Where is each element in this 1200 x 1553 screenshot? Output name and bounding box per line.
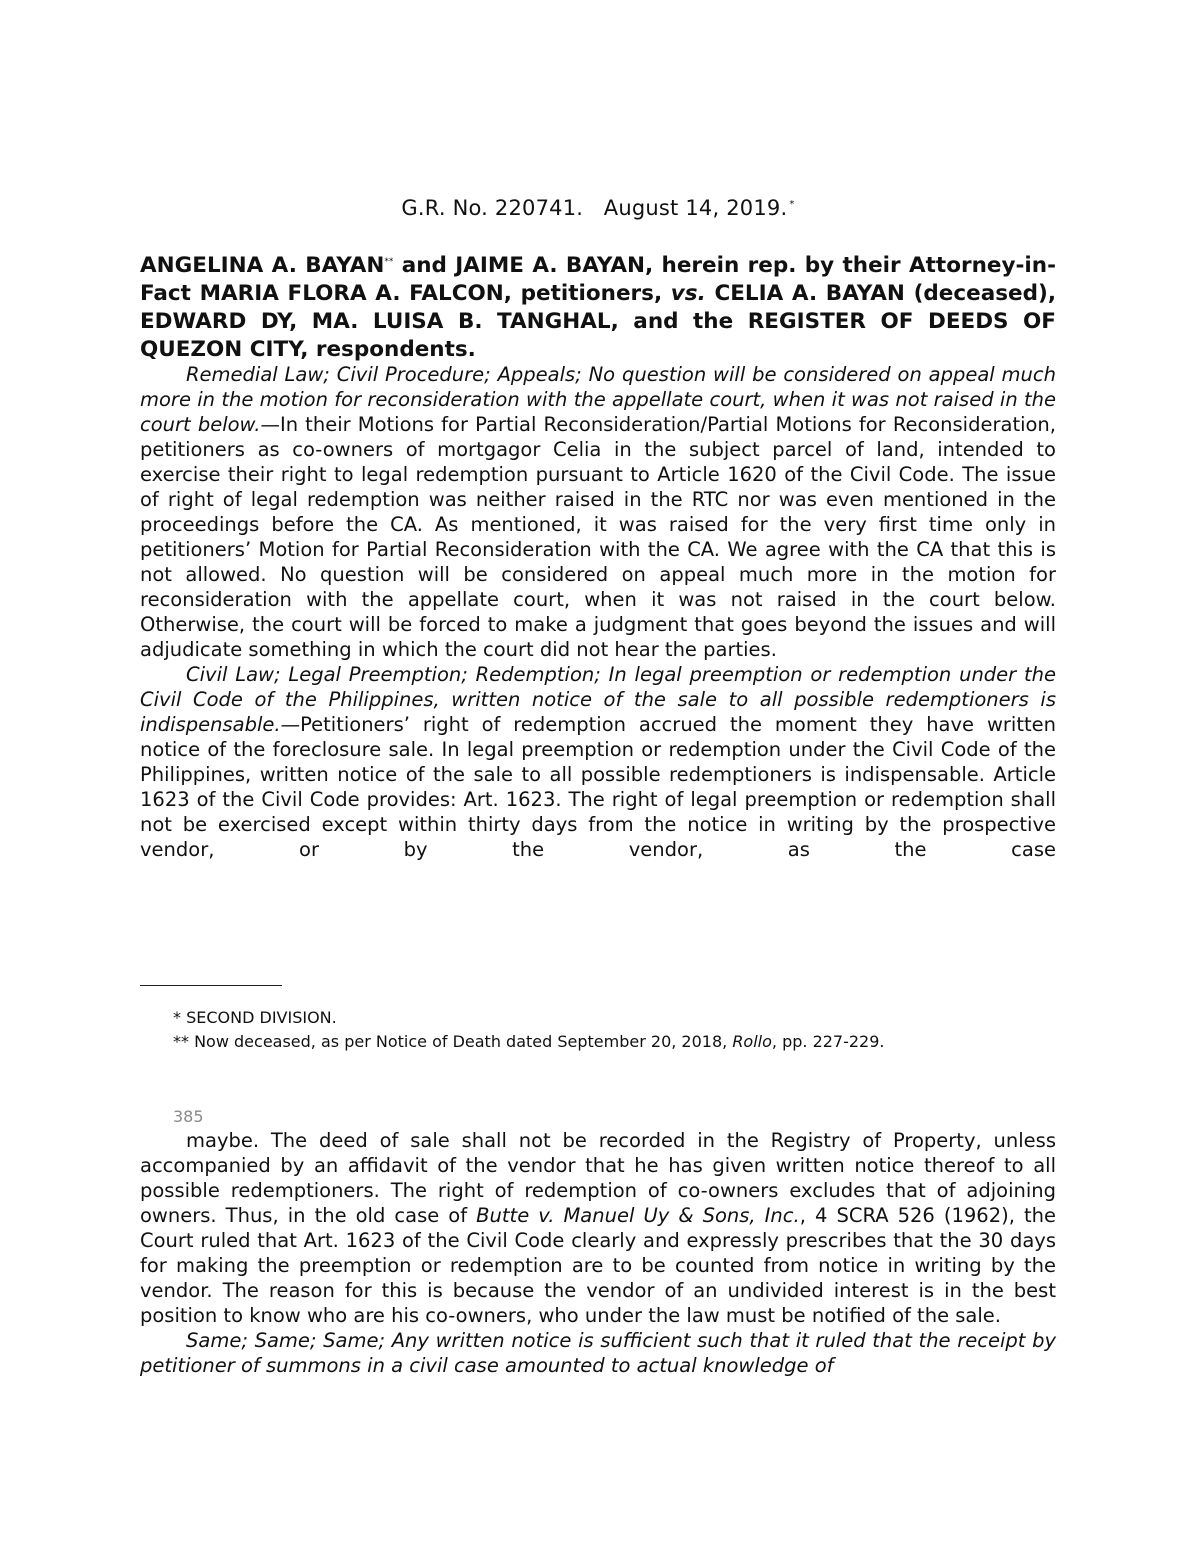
footnote-divider xyxy=(140,985,282,986)
decision-date: August 14, 2019. xyxy=(603,196,788,220)
syllabus-paragraph xyxy=(140,662,1056,887)
continuation-text: maybe. The deed of sale shall not be recorded in the Registry of Property, unless accompanied by an affidavit of the vendor that he has given written notice thereof to all possible redemptioners. The right of redemption of co-owners excludes that of adjoining owners. Thus, in the old case of xyxy=(140,1129,1056,1227)
versus-label: vs. xyxy=(670,281,706,306)
gr-number: G.R. No. 220741. xyxy=(401,196,584,220)
parties-text: and JAIME A. BAYAN, herein rep. by their Attorney-in-Fact MARIA FLORA A. FALCON, petitioners, xyxy=(140,253,1056,306)
footnote: * SECOND DIVISION. xyxy=(173,1008,337,1027)
syllabus-topic: Civil Law; Legal Preemption; Redemption; In legal preemption or redemption under the Civil Code of the Philippines, written notice of the sale to all possible redemptioners is indispensable. xyxy=(140,663,1056,736)
syllabus-paragraph xyxy=(140,1328,1056,1378)
continuation-text: , 4 SCRA 526 (1962), the Court ruled that Art. 1623 of the Civil Code clearly and expressly prescribes that the 30 days for making the preemption or redemption are to be counted from notice in writing by the vendor. The reason for this is because the vendor of an undivided interest is in the best position to know who are his co-owners, who under the law must be notified of the sale. xyxy=(140,1204,1056,1327)
page-number: 385 xyxy=(173,1107,204,1126)
case-citation: Butte v. Manuel Uy & Sons, Inc. xyxy=(476,1204,800,1227)
footnote-citation: Rollo xyxy=(732,1032,772,1051)
footnote-text: ** Now deceased, as per Notice of Death dated September 20, 2018, xyxy=(173,1032,733,1051)
footnote-marker: ** xyxy=(384,256,394,267)
continuation-paragraph xyxy=(140,1128,1056,1328)
petitioner-name: ANGELINA A. BAYAN xyxy=(140,253,385,278)
footnote-text: , pp. 227-229. xyxy=(771,1032,885,1051)
syllabus-text: —In their Motions for Partial Reconsideration/Partial Motions for Reconsideration, petitioners as co-owners of mortgagor Celia in the subject parcel of land, intended to exercise their right to legal redemption pursuant to Article 1620 of the Civil Code. The issue of right of legal redemption was neither raised in the RTC nor was even mentioned in the proceedings before the CA. As mentioned, it was raised for the very first time only in petitioners’ Motion for Partial Reconsideration with the CA. We agree with the CA that this is not allowed. No question will be considered on appeal much more in the motion for reconsideration with the appellate court, when it was not raised in the court below. Otherwise, the court will be forced to make a judgment that goes beyond the issues and will adjudicate something in which the court did not hear the parties. xyxy=(140,413,1056,661)
syllabus-block xyxy=(140,362,1056,887)
footnote-marker: * xyxy=(789,199,795,210)
syllabus-topic: Remedial Law; Civil Procedure; Appeals; No question will be considered on appeal much more in the motion for reconsideration with the appellate court, when it was not raised in the court below. xyxy=(140,363,1056,436)
syllabus-topic: Same; Same; Same; Any written notice is sufficient such that it ruled that the receipt by petitioner of summons in a civil case amounted to actual knowledge of xyxy=(140,1329,1056,1377)
parties-text: CELIA A. BAYAN (deceased), EDWARD DY, MA. LUISA B. TANGHAL, and the REGISTER OF DEEDS OF QUEZON CITY, respondents. xyxy=(140,281,1056,362)
syllabus-text: —Petitioners’ right of redemption accrued the moment they have written notice of the foreclosure sale. In legal preemption or redemption under the Civil Code of the Philippines, written notice of the sale to all possible redemptioners is indispensable. Article 1623 of the Civil Code provides: Art. 1623. The right of legal preemption or redemption shall not be exercised except within thirty days from the notice in writing by the prospective vendor, or by the vendor, as the case xyxy=(140,713,1056,861)
case-parties xyxy=(140,252,1056,364)
continuation-block xyxy=(140,1128,1056,1378)
case-heading xyxy=(140,196,1056,220)
syllabus-paragraph xyxy=(140,362,1056,662)
footnotes xyxy=(173,1006,1056,1054)
footnote xyxy=(173,1030,1056,1054)
